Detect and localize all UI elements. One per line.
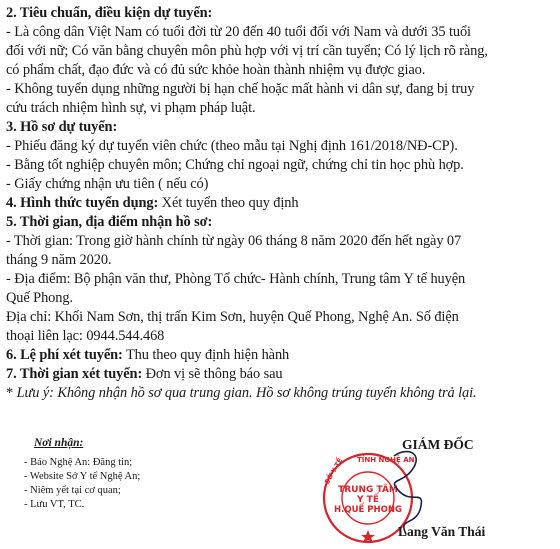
- section-5-line-1: - Thời gian: Trong giờ hành chính từ ngày 06 tháng 8 năm 2020 đến hết ngày 07: [6, 233, 462, 249]
- stamp-text-line-2: Y TẾ: [357, 495, 379, 505]
- signature-title: GIÁM ĐỐC: [402, 437, 474, 452]
- section-4-heading: 4. Hình thức tuyển dụng:: [6, 195, 159, 211]
- note-line: [6, 384, 556, 403]
- note-text: Lưu ý: Không nhận hồ sơ qua trung gian. Hồ sơ không trúng tuyển không trả lại.: [13, 385, 477, 401]
- stamp-text-line-3: H.QUẾ PHONG: [334, 505, 402, 515]
- section-6-row: [6, 346, 556, 365]
- section-3-line-1: - Phiếu đăng ký dự tuyển viên chức (theo mẫu tại Nghị định 161/2018/NĐ-CP).: [6, 138, 458, 154]
- section-7-row: [6, 365, 556, 384]
- section-5-line-5: Địa chỉ: Khối Nam Sơn, thị trấn Kim Sơn, huyện Quế Phong, Nghệ An. Số điện: [6, 309, 459, 325]
- section-2-line-5: cứu trách nhiệm hình sự, vi phạm pháp luật.: [6, 100, 256, 116]
- section-2-line-1: - Là công dân Việt Nam có tuổi đời từ 20 đến 40 tuổi đối với Nam và dưới 35 tuổi: [6, 24, 471, 40]
- section-3-line-3: - Giấy chứng nhận ưu tiên ( nếu có): [6, 176, 209, 192]
- section-5-line-4: Quế Phong.: [6, 290, 73, 306]
- recipient-item: - Website Sở Y tế Nghệ An;: [24, 471, 141, 482]
- section-4-row: [6, 194, 556, 213]
- section-5-line-2: tháng 9 năm 2020.: [6, 252, 112, 268]
- section-7-value: Đơn vị sẽ thông báo sau: [142, 366, 283, 382]
- section-5-heading: 5. Thời gian, địa điểm nhận hồ sơ:: [6, 214, 213, 230]
- section-2-heading: 2. Tiêu chuẩn, điều kiện dự tuyển:: [6, 5, 213, 21]
- recipient-item: - Báo Nghệ An: Đăng tin;: [24, 457, 133, 468]
- recipient-item: - Lưu VT, TC.: [24, 499, 85, 510]
- recipients-title: Nơi nhận:: [34, 437, 84, 449]
- stamp-text-line-1: TRUNG TÂM: [338, 485, 398, 495]
- section-2-line-2: đối với nữ; Có văn bằng chuyên môn phù hợp với vị trí cần tuyển; Có lý lịch rõ ràng,: [6, 43, 488, 59]
- signer-name: Lang Văn Thái: [398, 524, 486, 539]
- recipient-item: - Niêm yết tại cơ quan;: [24, 485, 121, 496]
- note-star: *: [6, 385, 14, 401]
- section-5-line-6: thoại liên lạc: 0944.544.468: [6, 328, 165, 344]
- section-3-line-2: - Bằng tốt nghiệp chuyên môn; Chứng chỉ ngoại ngữ, chứng chỉ tin học phù hợp.: [6, 157, 464, 173]
- section-5-line-3: - Địa điểm: Bộ phận văn thư, Phòng Tổ chức- Hành chính, Trung tâm Y tế huyện: [6, 271, 466, 287]
- stamp-ring-top-text: TỈNH NGHỆ AN: [357, 456, 415, 464]
- section-2-line-4: - Không tuyển dụng những người bị hạn chế hoặc mất hành vi dân sự, đang bị truy: [6, 81, 475, 97]
- stamp-ring-left-text: SỞ Y TẾ: [323, 456, 345, 486]
- section-4-value: Xét tuyển theo quy định: [158, 195, 299, 211]
- section-2-line-3: có phẩm chất, đạo đức và có đủ sức khỏe hoàn thành nhiệm vụ được giao.: [6, 62, 426, 78]
- section-7-heading: 7. Thời gian xét tuyển:: [6, 366, 143, 382]
- section-6-value: Thu theo quy định hiện hành: [122, 347, 290, 363]
- section-6-heading: 6. Lệ phí xét tuyển:: [6, 347, 123, 363]
- section-3-heading: 3. Hồ sơ dự tuyển:: [6, 119, 118, 135]
